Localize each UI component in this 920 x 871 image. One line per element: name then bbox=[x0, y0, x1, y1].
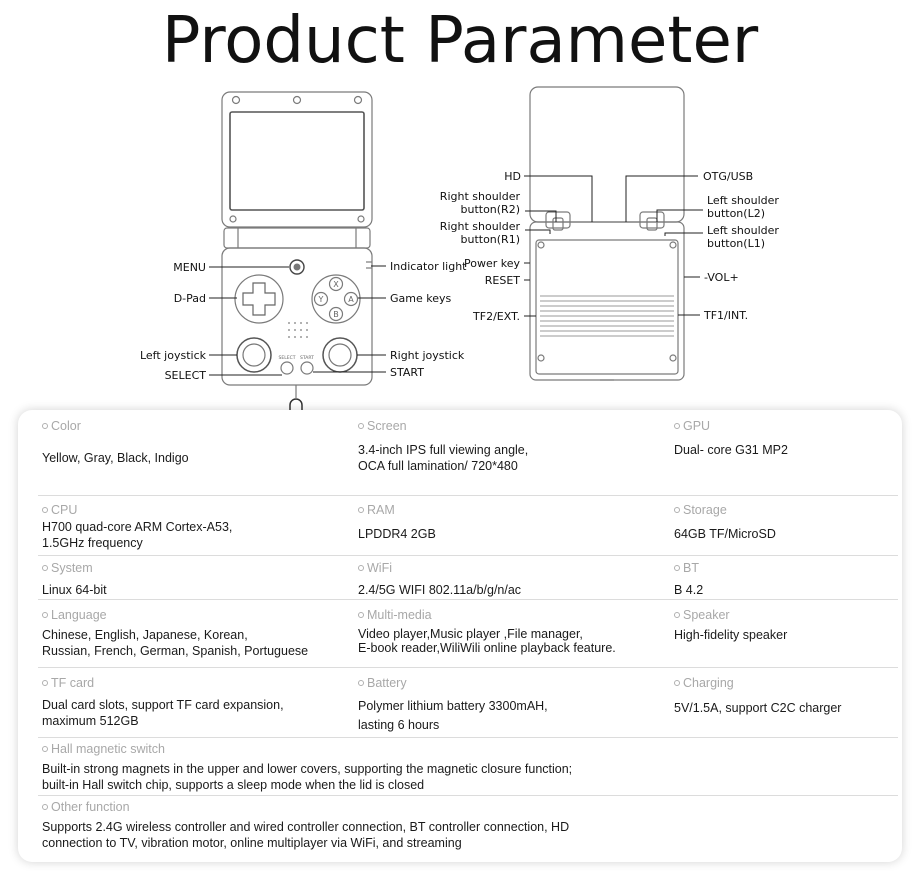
label-tf2: TF2/EXT. bbox=[473, 310, 520, 323]
spec-system: System Linux 64-bit bbox=[42, 561, 107, 597]
spec-tf-card: TF card Dual card slots, support TF card expansion, maximum 512GB bbox=[42, 676, 284, 728]
hinge bbox=[224, 228, 370, 248]
spec-bt: BT B 4.2 bbox=[674, 561, 704, 597]
spec-ram: RAM LPDDR4 2GB bbox=[358, 503, 436, 541]
label-l1: Left shoulder button(L1) bbox=[707, 224, 779, 250]
bullet-icon bbox=[42, 680, 48, 686]
label-tf1: TF1/INT. bbox=[704, 309, 749, 322]
bullet-icon bbox=[42, 612, 48, 618]
start-small-label: START bbox=[300, 356, 314, 361]
bullet-icon bbox=[674, 507, 680, 513]
bullet-icon bbox=[674, 565, 680, 571]
spec-cpu: CPU H700 quad-core ARM Cortex-A53, 1.5GHz frequency bbox=[42, 503, 233, 550]
label-start: START bbox=[390, 366, 424, 379]
page-title: Product Parameter bbox=[161, 4, 759, 78]
label-vol: -VOL+ bbox=[704, 271, 739, 284]
bullet-icon bbox=[42, 804, 48, 810]
spec-color: Color Yellow, Gray, Black, Indigo bbox=[42, 419, 189, 465]
spec-multimedia: Multi-media Video player,Music player ,File manager, E-book reader,WiliWili online playback feature. bbox=[358, 608, 616, 655]
spec-row-4 bbox=[38, 600, 898, 668]
spec-row-2 bbox=[38, 496, 898, 556]
label-dpad: D-Pad bbox=[173, 292, 206, 305]
button-b-label: B bbox=[333, 310, 339, 319]
button-y-label: Y bbox=[318, 295, 324, 304]
button-x-label: X bbox=[333, 280, 339, 289]
bullet-icon bbox=[42, 746, 48, 752]
bullet-icon bbox=[674, 612, 680, 618]
label-indicator-light: Indicator light bbox=[390, 260, 467, 273]
spec-row-1 bbox=[38, 418, 898, 496]
back-upper-lid bbox=[530, 87, 684, 222]
button-a-label: A bbox=[348, 295, 354, 304]
spec-speaker: Speaker High-fidelity speaker bbox=[674, 608, 788, 642]
spec-wifi: WiFi 2.4/5G WIFI 802.11a/b/g/n/ac bbox=[358, 561, 522, 597]
label-left-joystick: Left joystick bbox=[139, 349, 206, 362]
bullet-icon bbox=[358, 507, 364, 513]
label-power-key: Power key bbox=[463, 257, 520, 270]
bullet-icon bbox=[674, 680, 680, 686]
spec-screen: Screen 3.4-inch IPS full viewing angle, OCA full lamination/ 720*480 bbox=[358, 419, 529, 473]
bullet-icon bbox=[358, 680, 364, 686]
label-menu: MENU bbox=[173, 261, 206, 274]
label-right-joystick: Right joystick bbox=[390, 349, 465, 362]
spec-hall-switch: Hall magnetic switch Built-in strong magnets in the upper and lower covers, supporting the magnetic closure function; built-in Hall switch chip, supports a sleep mode when the lid is closed bbox=[42, 742, 573, 792]
bullet-icon bbox=[358, 565, 364, 571]
spec-row-6 bbox=[38, 738, 898, 796]
spec-row-3 bbox=[38, 556, 898, 600]
spec-other-function: Other function Supports 2.4G wireless controller and wired controller connection, BT controller connection, HD connection to TV, vibration motor, online multiplayer via WiFi, and streaming bbox=[42, 800, 570, 850]
label-select: SELECT bbox=[164, 369, 206, 382]
spec-panel bbox=[18, 410, 902, 862]
bullet-icon bbox=[42, 423, 48, 429]
bullet-icon bbox=[358, 423, 364, 429]
spec-gpu: GPU Dual- core G31 MP2 bbox=[674, 419, 788, 457]
bullet-icon bbox=[42, 507, 48, 513]
spec-charging: Charging 5V/1.5A, support C2C charger bbox=[674, 676, 842, 715]
label-r2: Right shoulder button(R2) bbox=[439, 190, 520, 216]
spec-row-5 bbox=[38, 668, 898, 738]
spec-storage: Storage 64GB TF/MicroSD bbox=[674, 503, 776, 541]
bullet-icon bbox=[42, 565, 48, 571]
bullet-icon bbox=[674, 423, 680, 429]
bullet-icon bbox=[358, 612, 364, 618]
label-reset: RESET bbox=[484, 274, 520, 287]
spec-battery: Battery Polymer lithium battery 3300mAH, lasting 6 hours bbox=[358, 676, 548, 732]
spec-language: Language Chinese, English, Japanese, Korean, Russian, French, German, Spanish, Portuguese bbox=[42, 608, 309, 658]
front-screen bbox=[230, 112, 364, 210]
label-r1: Right shoulder button(R1) bbox=[439, 220, 520, 246]
product-diagram bbox=[0, 0, 920, 420]
label-hd: HD bbox=[504, 170, 521, 183]
label-game-keys: Game keys bbox=[390, 292, 452, 305]
label-l2: Left shoulder button(L2) bbox=[707, 194, 779, 220]
spec-row-7 bbox=[38, 796, 898, 856]
select-small-label: SELECT bbox=[278, 356, 296, 361]
label-otg: OTG/USB bbox=[703, 170, 754, 183]
